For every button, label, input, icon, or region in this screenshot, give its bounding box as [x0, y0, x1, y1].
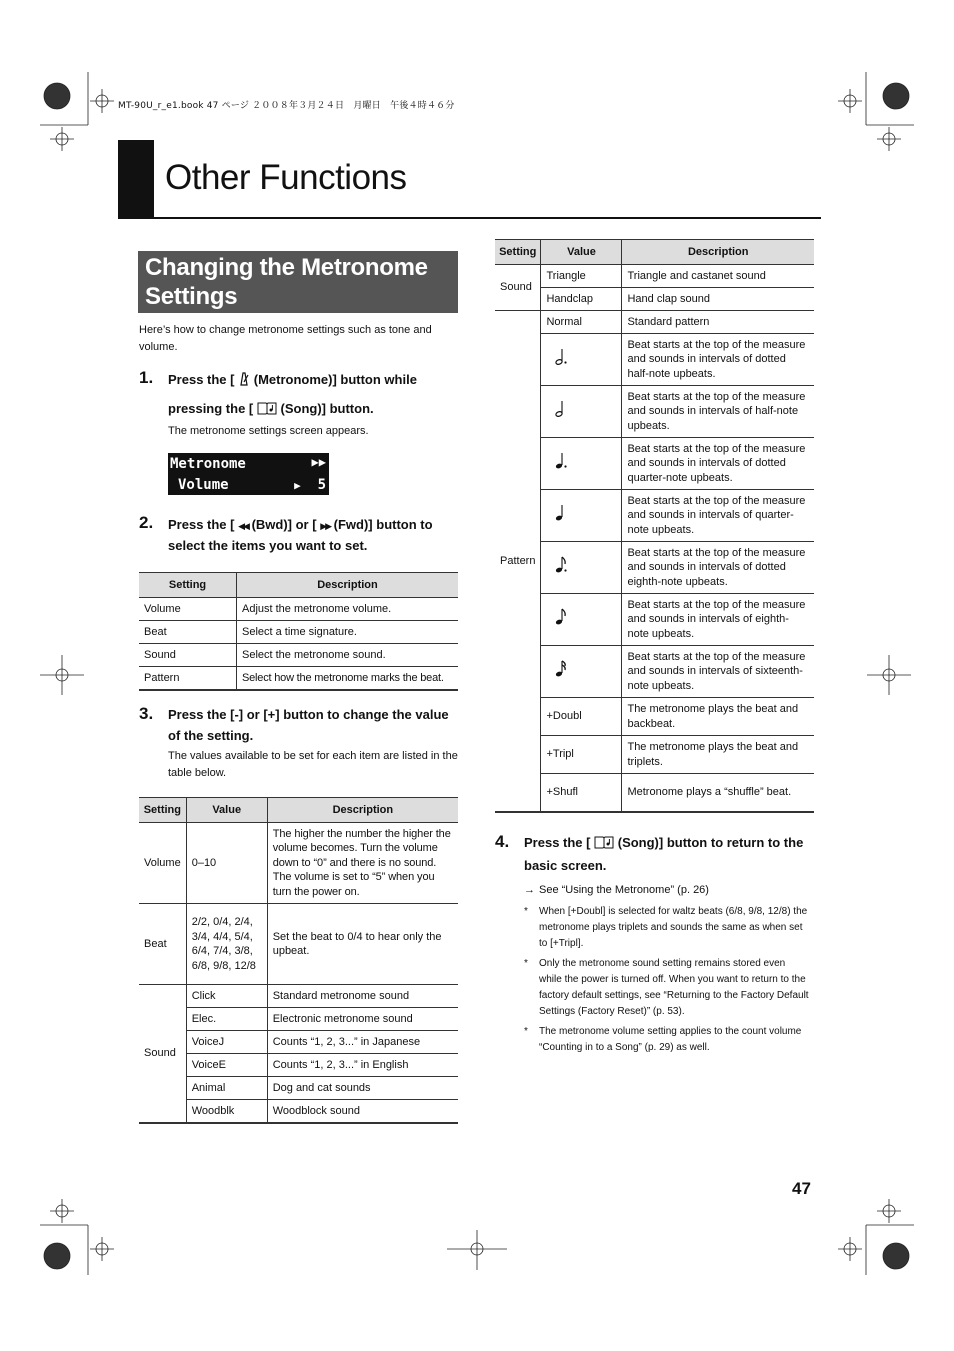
note-item: * When [+Doubl] is selected for waltz beats (6/8, 9/8, 12/8) the metronome plays triplets and sounds the same as when set to [+Tripl]. [524, 906, 808, 949]
table-row: Handclap Hand clap sound [495, 288, 814, 311]
section-heading [138, 251, 458, 313]
table-row: Beat starts at the top of the measure and sounds in intervals of half-note upbeats. [495, 386, 814, 438]
page-title: Other Functions [165, 158, 407, 197]
step-2-text: Press the [ ◀◀ (Bwd)] or [ ▶▶ (Fwd)] button to [168, 517, 433, 532]
step-4-text-cont: basic screen. [524, 858, 607, 873]
notes [524, 882, 810, 1056]
table-row: Beat Select a time signature. [139, 621, 458, 644]
table-row: Woodblk Woodblock sound [139, 1100, 458, 1123]
half-note-icon [555, 400, 569, 418]
table-row: +Tripl The metronome plays the beat and triplets. [495, 736, 814, 774]
step-2-number: 2. [139, 513, 154, 532]
lcd-value-row [294, 477, 326, 493]
table-row: +Doubl The metronome plays the beat and backbeat. [495, 698, 814, 736]
step-3-text-cont: of the setting. [168, 728, 254, 743]
fast-forward-icon: ▶▶ [320, 521, 331, 531]
lcd-line-2: Volume [178, 477, 229, 493]
table-row: Beat starts at the top of the measure and sounds in intervals of dotted eighth-note upbeats. [495, 542, 814, 594]
lcd-arrow-icon: ▶ [294, 479, 301, 492]
table-row: Beat starts at the top of the measure and sounds in intervals of dotted quarter-note upbeats. [495, 438, 814, 490]
section-intro: Here’s how to change metronome settings such as tone and volume. [139, 324, 432, 353]
step-3-number: 3. [139, 704, 154, 723]
table-row: Volume 0–10 The higher the number the higher the volume becomes. Turn the volume down to “0” and there is no sound. The volume is set to “5” when you turn the power on. [139, 823, 458, 904]
step-1-text-cont: pressing the [ (Song)] button. [168, 401, 374, 416]
col-value: Value [541, 240, 622, 265]
values-table [139, 797, 458, 1124]
lcd-value: 5 [317, 477, 326, 493]
song-book-icon [257, 401, 277, 415]
col-setting: Setting [139, 573, 237, 598]
col-setting: Setting [139, 798, 186, 823]
table-row: Pattern Normal Standard pattern [495, 311, 814, 334]
dotted-quarter-note-icon [555, 452, 569, 470]
lcd-display [168, 453, 329, 495]
table-row: Pattern Select how the metronome marks the beat. [139, 667, 458, 690]
step-1-text: Press the [ (Metronome)] button while [168, 372, 417, 387]
table-row: VoiceJ Counts “1, 2, 3...” in Japanese [139, 1031, 458, 1054]
title-accent-bar [118, 140, 154, 219]
note-item: * Only the metronome sound setting remains stored even while the power is turned off. When you want to return to the factory default settings, see “Returning to the Factory Default Settings (Factory Reset)” (p. 53). [524, 958, 809, 1017]
dotted-half-note-icon [555, 348, 569, 366]
dotted-eighth-note-icon [555, 556, 569, 574]
pattern-table [495, 239, 814, 813]
col-description: Description [237, 573, 459, 598]
col-description: Description [267, 798, 458, 823]
quarter-note-icon [555, 504, 569, 522]
table-row: +Shufl Metronome plays a “shuffle” beat. [495, 774, 814, 812]
table-row: VoiceE Counts “1, 2, 3...” in English [139, 1054, 458, 1077]
table-row: Beat starts at the top of the measure and sounds in intervals of dotted half-note upbeats. [495, 334, 814, 386]
lcd-fast-forward-icon: ▶▶ [311, 455, 326, 469]
step-1-sub: The metronome settings screen appears. [168, 425, 369, 437]
sixteenth-note-icon [555, 660, 569, 678]
file-info-line: MT-90U_r_e1.book 47 ページ ２００８年３月２４日 月曜日 午後４時４６分 [118, 101, 455, 111]
table-row: Sound Triangle Triangle and castanet sound [495, 265, 814, 288]
step-4-number: 4. [495, 832, 510, 851]
table-row: Elec. Electronic metronome sound [139, 1008, 458, 1031]
arrow-icon: → [524, 884, 535, 896]
table-row: Volume Adjust the metronome volume. [139, 598, 458, 621]
metronome-icon [238, 372, 250, 386]
table-row: Animal Dog and cat sounds [139, 1077, 458, 1100]
step-4-text: Press the [ (Song)] button to return to the [524, 835, 804, 850]
rewind-icon: ◀◀ [238, 521, 248, 531]
settings-table [139, 572, 458, 691]
step-3-text: Press the [-] or [+] button to change the value [168, 707, 449, 722]
col-setting: Setting [495, 240, 541, 265]
song-book-icon [594, 835, 614, 849]
step-3-sub: The values available to be set for each item are listed in the table below. [168, 750, 458, 779]
table-row: Beat starts at the top of the measure and sounds in intervals of quarter-note upbeats. [495, 490, 814, 542]
eighth-note-icon [555, 608, 569, 626]
step-2-text-cont: select the items you want to set. [168, 538, 368, 553]
table-row: Beat starts at the top of the measure and sounds in intervals of sixteenth-note upbeats. [495, 646, 814, 698]
title-rule [118, 217, 821, 219]
table-row: Beat starts at the top of the measure and sounds in intervals of eighth-note upbeats. [495, 594, 814, 646]
see-reference: → See “Using the Metronome” (p. 26) [524, 884, 709, 896]
table-row: Sound Click Standard metronome sound [139, 985, 458, 1008]
lcd-line-1: Metronome [170, 456, 246, 472]
note-item: * The metronome volume setting applies to the count volume “Counting in to a Song” (p. 29) as well. [524, 1026, 802, 1053]
step-1-number: 1. [139, 368, 154, 387]
table-row: Beat 2/2, 0/4, 2/4, 3/4, 4/4, 5/4, 6/4, 7/4, 3/8, 6/8, 9/8, 12/8 Set the beat to 0/4 to hear only the upbeat. [139, 904, 458, 985]
section-title: Changing the Metronome Settings [145, 254, 428, 310]
col-description: Description [622, 240, 814, 265]
table-row: Sound Select the metronome sound. [139, 644, 458, 667]
col-value: Value [186, 798, 267, 823]
page-number: 47 [792, 1179, 811, 1198]
